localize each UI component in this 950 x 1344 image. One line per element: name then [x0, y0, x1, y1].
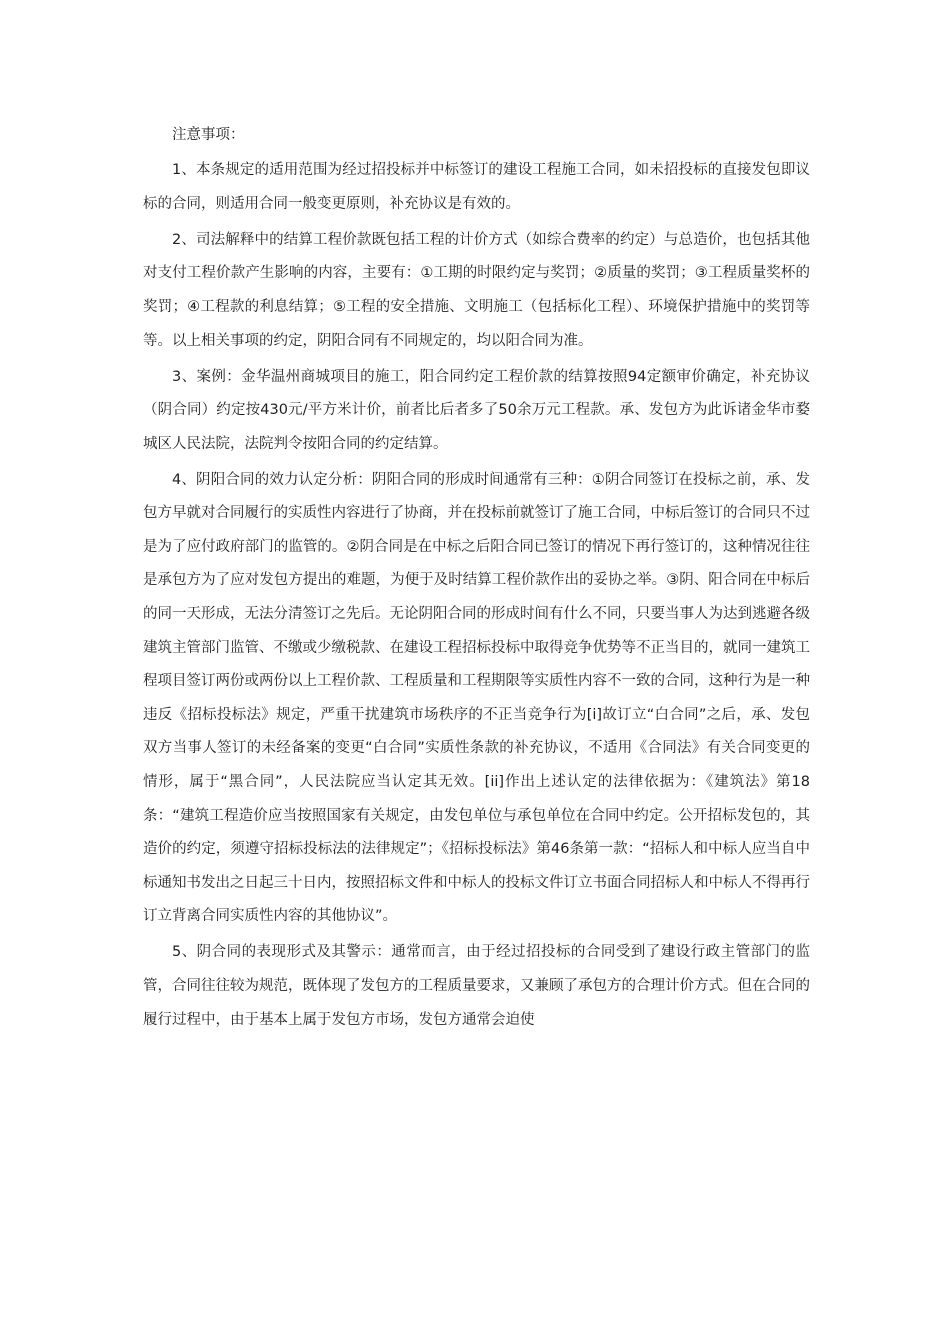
paragraph-5: 5、阴合同的表现形式及其警示：通常而言，由于经过招投标的合同受到了建设行政主管部门的监管，合同往往较为规范，既体现了发包方的工程质量要求，又兼顾了承包方的合理计价方式。但在合同的履行过程中，由于基本上属于发包方市场，发包方通常会迫使 [143, 944, 810, 1028]
document-body [143, 119, 810, 1040]
paragraph-4: 4、阴阳合同的效力认定分析：阴阳合同的形成时间通常有三种：①阴合同签订在投标之前，承、发包方早就对合同履行的实质性内容进行了协商，并在投标前就签订了施工合同，中标后签订的合同只不过是为了应付政府部门的监管的。②阴合同是在中标之后阳合同已签订的情况下再行签订的，这种情况往往是承包方为了应对发包方提出的难题，为便于及时结算工程价款作出的妥协之举。③阴、阳合同在中标后的同一天形成，无法分清签订之先后。无论阴阳合同的形成时间有什么不同，只要当事人为达到逃避各级建筑主管部门监管、不缴或少缴税款、在建设工程招标投标中取得竞争优势等不正当目的，就同一建筑工程项目签订两份或两份以上工程价款、工程质量和工程期限等实质性内容不一致的合同，这种行为是一种违反《招标投标法》规定，严重干扰建筑市场秩序的不正当竞争行为[i]故订立“白合同”之后，承、发包双方当事人签订的未经备案的变更“白合同”实质性条款的补充协议，不适用《合同法》有关合同变更的情形，属于“黑合同”，人民法院应当认定其无效。[ii]作出上述认定的法律依据为：《建筑法》第18条：“建筑工程造价应当按照国家有关规定，由发包单位与承包单位在合同中约定。公开招标发包的，其造价的约定，须遵守招标投标法的法律规定”；《招标投标法》第46条第一款：“招标人和中标人应当自中标通知书发出之日起三十日内，按照招标文件和中标人的投标文件订立书面合同招标人和中标人不得再行订立背离合同实质性内容的其他协议”。 [143, 471, 810, 925]
paragraph-2: 2、司法解释中的结算工程价款既包括工程的计价方式（如综合费率的约定）与总造价，也包括其他对支付工程价款产生影响的内容，主要有：①工期的时限约定与奖罚；②质量的奖罚；③工程质量奖杯的奖罚；④工程款的利息结算；⑤工程的安全措施、文明施工（包括标化工程）、环境保护措施中的奖罚等等。以上相关事项的约定，阴阳合同有不同规定的，均以阳合同为准。 [143, 231, 810, 349]
paragraph-3: 3、案例：金华温州商城项目的施工，阳合同约定工程价款的结算按照94定额审价确定，补充协议（阴合同）约定按430元/平方米计价，前者比后者多了50余万元工程款。承、发包方为此诉诸金华市婺城区人民法院，法院判令按阳合同的约定结算。 [143, 368, 810, 452]
section-heading: 注意事项： [172, 127, 245, 143]
paragraph-1: 1、本条规定的适用范围为经过招投标并中标签订的建设工程施工合同，如未招投标的直接发包即议标的合同，则适用合同一般变更原则，补充协议是有效的。 [143, 162, 810, 212]
